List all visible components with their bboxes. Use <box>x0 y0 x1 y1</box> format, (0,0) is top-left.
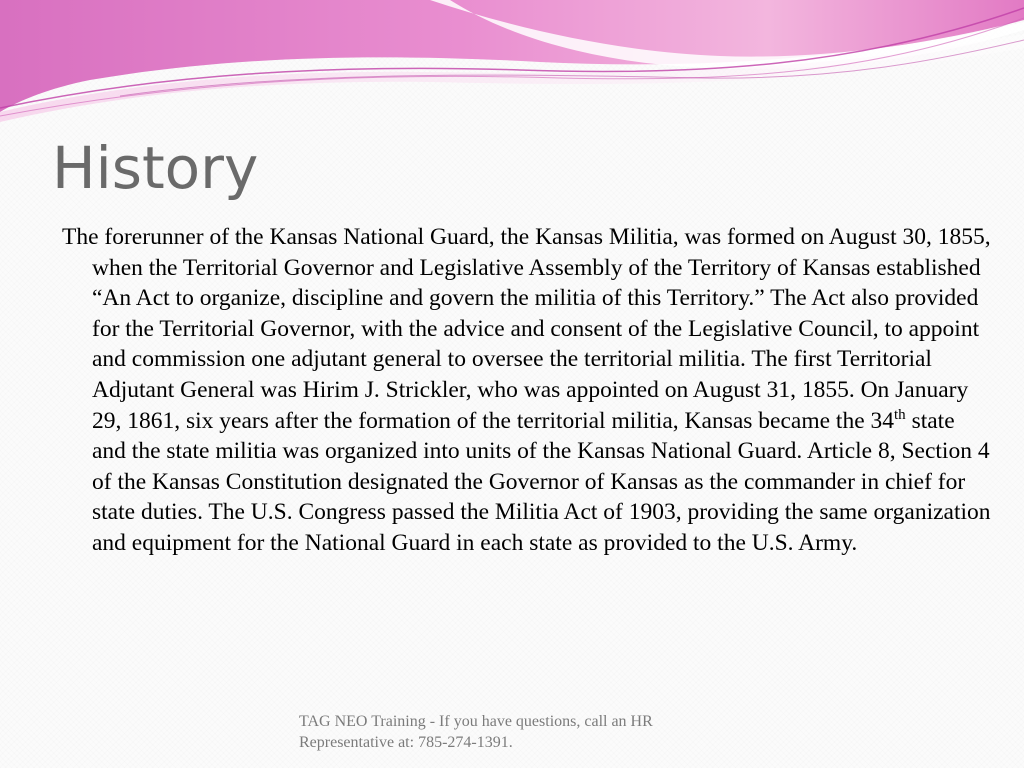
body-text-part-2: state and the state militia was organized into units of the Kansas National Guard. Article 8, Section 4 of the Kansas Constitution designated the Governor of Kansas as the commander in chief for state duties. The U.S. Congress passed the Militia Act of 1903, providing the same organization and equipment for the National Guard in each state as provided to the U.S. Army. <box>92 407 991 556</box>
ordinal-superscript: th <box>894 406 906 423</box>
slide-footer: TAG NEO Training - If you have questions, call an HR Representative at: 785-274-1391. <box>299 713 653 751</box>
history-body-text <box>62 222 992 559</box>
decorative-wave-banner <box>0 0 1024 130</box>
body-text-part-1: The forerunner of the Kansas National Guard, the Kansas Militia, was formed on August 30, 1855, when the Territorial Governor and Legislative Assembly of the Territory of Kansas established “An Act to organize, discipline and govern the militia of this Territory.” The Act also provided for the Territorial Governor, with the advice and consent of the Legislative Council, to appoint and commission one adjutant general to oversee the territorial militia. The first Territorial Adjutant General was Hirim J. Strickler, who was appointed on August 31, 1855. On January 29, 1861, six years after the formation of the territorial militia, Kansas became the 34 <box>62 224 991 434</box>
slide-title: History <box>52 134 259 202</box>
